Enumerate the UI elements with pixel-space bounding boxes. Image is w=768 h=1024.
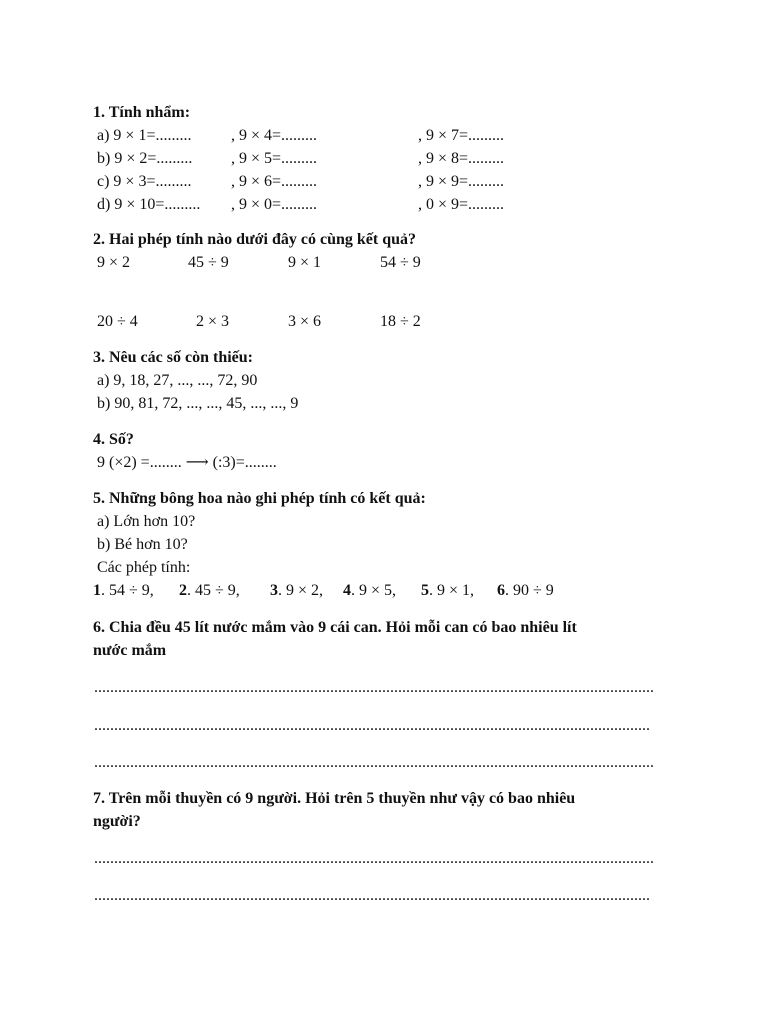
q7-answer-line[interactable]: ........................................................................................................................................... bbox=[94, 887, 650, 904]
q2-expr: 3 × 6 bbox=[288, 313, 322, 330]
q6-answer-line[interactable]: ........................................................................................................................................... bbox=[94, 717, 650, 734]
q5-operation bbox=[421, 580, 474, 602]
q2-heading: 2. Hai phép tính nào dưới đây có cùng kết quả? bbox=[93, 231, 416, 248]
q5-operation bbox=[179, 580, 240, 602]
q1-row-b-col2: , 9 × 5=......... bbox=[231, 150, 318, 167]
q5-op-text: . 90 ÷ 9 bbox=[505, 582, 554, 599]
q1-row-c-col2: , 9 × 6=......... bbox=[231, 173, 318, 190]
q3-sequence-a: a) 9, 18, 27, ..., ..., 72, 90 bbox=[97, 372, 258, 389]
q1-row-a-col2: , 9 × 4=......... bbox=[231, 127, 318, 144]
q5-op-number: 1 bbox=[93, 582, 101, 599]
q5-op-number: 2 bbox=[179, 582, 187, 599]
q1-row-d-col3: , 0 × 9=......... bbox=[418, 196, 505, 213]
q5-op-text: . 9 × 5, bbox=[351, 582, 397, 599]
q1-row-b-col1: b) 9 × 2=......... bbox=[97, 150, 193, 167]
q1-row-a-col3: , 9 × 7=......... bbox=[418, 127, 505, 144]
q6-answer-line[interactable]: ............................................................................................................................................ bbox=[94, 679, 654, 696]
q1-row-c-col1: c) 9 × 3=......... bbox=[97, 173, 192, 190]
q5-heading: 5. Những bông hoa nào ghi phép tính có kết quả: bbox=[93, 490, 426, 507]
q2-expr: 45 ÷ 9 bbox=[188, 254, 229, 271]
q2-expr: 18 ÷ 2 bbox=[380, 313, 421, 330]
q1-row-a-col1: a) 9 × 1=......... bbox=[97, 127, 192, 144]
q6-answer-line[interactable]: ............................................................................................................................................ bbox=[94, 754, 654, 771]
q5-op-number: 3 bbox=[270, 582, 278, 599]
q5-op-text: . 9 × 2, bbox=[278, 582, 324, 599]
q5-op-number: 5 bbox=[421, 582, 429, 599]
q5-op-text: . 45 ÷ 9, bbox=[187, 582, 240, 599]
q5-op-number: 4 bbox=[343, 582, 351, 599]
q2-expr: 20 ÷ 4 bbox=[97, 313, 138, 330]
q1-row-c-col3: , 9 × 9=......... bbox=[418, 173, 505, 190]
q1-row-d-col2: , 9 × 0=......... bbox=[231, 196, 318, 213]
q5-ops-label: Các phép tính: bbox=[97, 559, 191, 576]
q5-operation bbox=[497, 580, 554, 602]
q5-operation bbox=[270, 580, 323, 602]
q1-row-b-col3: , 9 × 8=......... bbox=[418, 150, 505, 167]
q7-answer-line[interactable]: ............................................................................................................................................ bbox=[94, 850, 654, 867]
q1-heading: 1. Tính nhẩm: bbox=[93, 104, 191, 121]
q1-row-d-col1: d) 9 × 10=......... bbox=[97, 196, 201, 213]
q2-expr: 2 × 3 bbox=[196, 313, 230, 330]
q5-op-text: . 9 × 1, bbox=[429, 582, 475, 599]
q6-heading-line1: 6. Chia đều 45 lít nước mắm vào 9 cái can. Hỏi mỗi can có bao nhiêu lít bbox=[93, 619, 577, 636]
q5-operation bbox=[343, 580, 396, 602]
q5-operation bbox=[93, 580, 154, 602]
q5-part-b: b) Bé hơn 10? bbox=[97, 536, 188, 553]
q5-part-a: a) Lớn hơn 10? bbox=[97, 513, 196, 530]
q7-heading-line2: người? bbox=[93, 813, 141, 830]
q6-heading-line2: nước mắm bbox=[93, 642, 167, 659]
q2-expr: 54 ÷ 9 bbox=[380, 254, 421, 271]
q7-heading-line1: 7. Trên mỗi thuyền có 9 người. Hỏi trên 5 thuyền như vậy có bao nhiêu bbox=[93, 790, 576, 807]
q2-expr: 9 × 1 bbox=[288, 254, 322, 271]
q3-heading: 3. Nêu các số còn thiếu: bbox=[93, 349, 253, 366]
q3-sequence-b: b) 90, 81, 72, ..., ..., 45, ..., ..., 9 bbox=[97, 395, 299, 412]
q2-expr: 9 × 2 bbox=[97, 254, 131, 271]
q4-chain: 9 (×2) =........ ⟶ (:3)=........ bbox=[97, 454, 277, 471]
q4-heading: 4. Số? bbox=[93, 431, 134, 448]
q5-op-number: 6 bbox=[497, 582, 505, 599]
q5-op-text: . 54 ÷ 9, bbox=[101, 582, 154, 599]
